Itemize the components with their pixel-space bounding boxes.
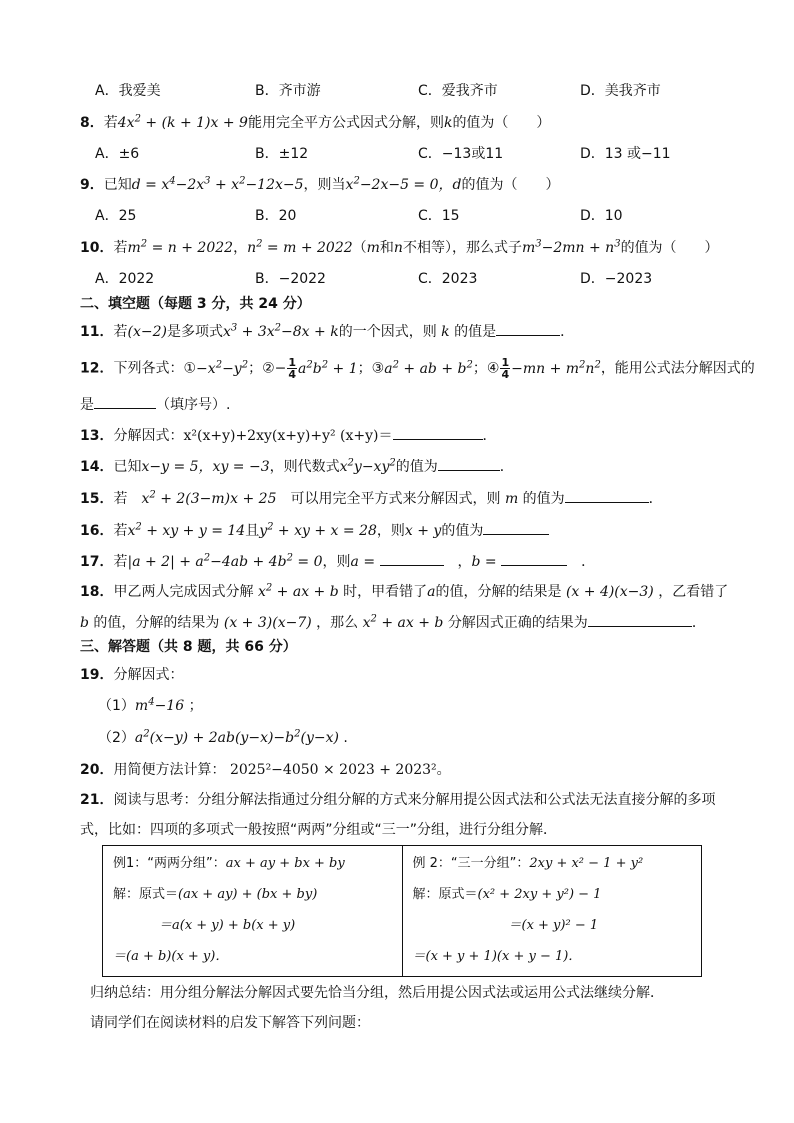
- answer-blank[interactable]: [393, 425, 483, 440]
- question-21: 21．阅读与思考：分组分解法指通过分组分解的方式来分解用提公因式法和公式法无法直接分解的多项: [80, 792, 716, 808]
- question-17: 17．若$|a + 2| + a^2-4ab + 4b^2 = 0$，则a = ，b = ．: [80, 552, 596, 570]
- question-number: 10．: [80, 240, 114, 256]
- example-table: [102, 845, 702, 977]
- q9-option-c: C．15: [418, 208, 460, 224]
- answer-blank[interactable]: [496, 321, 560, 336]
- question-14: 14．已知x−y = 5，xy = −3，则代数式$x^2y-xy^2$的值为 ．: [80, 457, 514, 475]
- answer-blank[interactable]: [438, 456, 500, 471]
- q9-option-d: D．10: [580, 208, 623, 224]
- q10-option-b: B．−2022: [255, 271, 326, 287]
- q8-option-c: C．−13或11: [418, 146, 504, 162]
- answer-blank[interactable]: [483, 520, 549, 535]
- summary-text: 归纳总结：用分组分解法分解因式要先恰当分组，然后用提公因式法或运用公式法继续分解．: [90, 985, 664, 1001]
- q8-option-b: B．±12: [255, 146, 309, 162]
- math-expression: $4x^2 + (k + 1)x + 9$: [117, 113, 248, 131]
- q9-option-b: B．20: [255, 208, 297, 224]
- section-heading-solutions: 三、解答题（共 8 题，共 66 分）: [80, 639, 297, 655]
- math-expression: $d = x^4-2x^3 + x^2-12x-5$: [131, 175, 304, 193]
- q7-option-c: C．爱我齐市: [418, 83, 498, 99]
- question-11: 11．若(x−2)是多项式$x^3 + 3x^2-8x + k$的一个因式，则 k 的值是 ．: [80, 322, 575, 340]
- example-2-cell: 例 2：“三一分组”：2xy + x² − 1 + y² 解：原式＝(x² + 2xy + y²) − 1 ＝(x + y)² − 1 ＝(x + y + 1)(x + y − 1)．: [402, 846, 702, 977]
- q7-option-b: B．齐市游: [255, 83, 321, 99]
- question-12-line-2: 是 （填序号）.: [80, 394, 230, 415]
- answer-blank[interactable]: [94, 394, 156, 409]
- answer-blank[interactable]: [565, 488, 649, 503]
- question-15: 15．若 $x^2 + 2(3-m)x + 25$ 可以用完全平方式来分解因式，则 m 的值为 ．: [80, 489, 663, 507]
- example-1-cell: 例1：“两两分组”：ax + ay + bx + by 解：原式＝(ax + ay) + (bx + by) ＝a(x + y) + b(x + y) ＝(a + b)(x + y)．: [103, 846, 403, 977]
- question-16: 16．若$x^2$ + xy + y = 14且$y^2$ + xy + x = 28，则x + y的值为: [80, 520, 549, 541]
- question-19-part-2: $(2)a^2(x-y) + 2ab(y-x)-b^2(y-x)$ .: [98, 728, 348, 746]
- question-10: 10．若$m^2 = n + 2022$，$n^2 = m + 2022(m$和n不相等），那么式子$m^3-2mn + n^3$的值为（ ）: [80, 238, 719, 256]
- question-12: 12．下列各式：$①-x^2-y^2$；②− $\frac{1}{4}$ $a^2b^2 + 1$；$③a^2$ + ab + $b^2$；④ $\frac{1}{4}$ $-mn + m^2n^2$，能用公式法分解因式的: [80, 356, 755, 381]
- section-heading-fill-in: 二、填空题（每题 3 分，共 24 分）: [80, 296, 311, 312]
- answer-blank[interactable]: [588, 612, 692, 627]
- prompt-text: 请同学们在阅读材料的启发下解答下列问题：: [90, 1015, 370, 1031]
- q10-option-a: A．2022: [95, 271, 155, 287]
- question-21-line-2: 式，比如：四项的多项式一般按照“两两”分组或“三一”分组，进行分组分解．: [80, 822, 558, 838]
- q8-option-d: D．13 或−11: [580, 146, 671, 162]
- q7-option-d: D．美我齐市: [580, 83, 661, 99]
- fraction: $\frac{1}{4}$: [501, 356, 510, 381]
- question-19-part-1: $(1)m^4-16$ ；: [98, 696, 203, 714]
- fraction: $\frac{1}{4}$: [288, 356, 297, 381]
- q7-option-a: A．我爱美: [95, 83, 161, 99]
- q10-option-d: D．−2023: [580, 271, 653, 287]
- question-13: 13．分解因式：x²(x+y)+2xy(x+y)+y² (x+y)＝ ．: [80, 425, 497, 446]
- question-18-line-2: b 的值，分解的结果为 (x + 3)(x−7) ，那么 $x^2$ + ax + b 分解因式正确的结果为 ．: [80, 613, 706, 631]
- question-18: 18．甲乙两人完成因式分解 $x^2$ + ax + b 时，甲看错了a的值，分解的结果是 (x + 4)(x−3) ，乙看错了: [80, 582, 729, 600]
- q9-option-a: A．25: [95, 208, 137, 224]
- question-9: 9．已知$d = x^4-2x^3 + x^2-12x-5$，则当$x^2-2x-5 = 0$，d的值为（ ）: [80, 175, 560, 193]
- question-number: 9．: [80, 177, 104, 193]
- answer-blank-a[interactable]: [380, 551, 444, 566]
- question-number: 8．: [80, 115, 104, 131]
- question-8: 8．若$4x^2 + (k + 1)x + 9$能用完全平方公式因式分解，则k的值为（ ）: [80, 113, 551, 131]
- q10-option-c: C．2023: [418, 271, 478, 287]
- answer-blank-b[interactable]: [501, 551, 567, 566]
- question-20: 20．用简便方法计算： 2025²−4050 × 2023 + 2023²。: [80, 762, 451, 778]
- question-19: 19．分解因式：: [80, 667, 184, 683]
- q8-option-a: A．±6: [95, 146, 140, 162]
